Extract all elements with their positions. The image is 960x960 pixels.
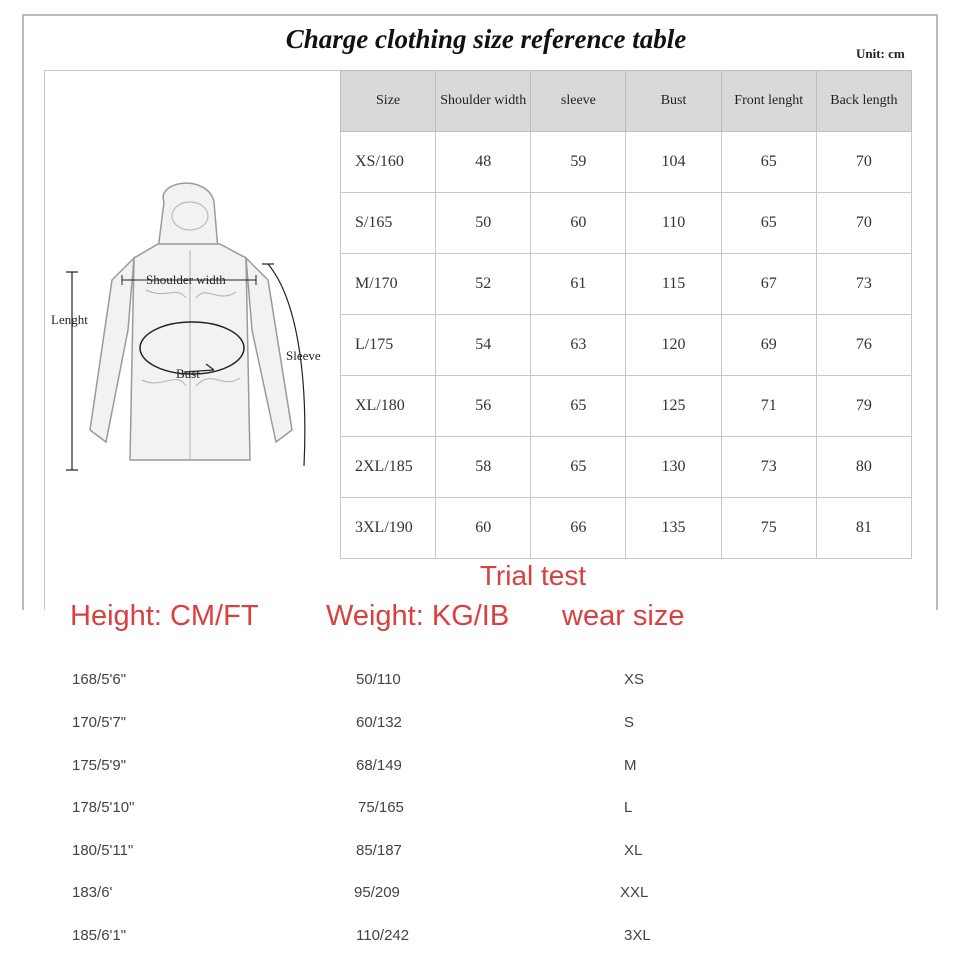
back-length-cell: 81 [816, 498, 911, 559]
back-length-cell: 73 [816, 254, 911, 315]
bust-label: Bust [176, 366, 200, 381]
jacket-drawing [46, 180, 340, 480]
trial-header-wear-size: wear size [562, 600, 685, 632]
bust-cell: 110 [626, 193, 721, 254]
table-row [341, 315, 912, 376]
front-length-cell: 73 [721, 437, 816, 498]
trial-test-title: Trial test [479, 560, 587, 591]
back-length-cell: 70 [816, 193, 911, 254]
shoulder-cell: 52 [436, 254, 531, 315]
col-header-bust: Bust [626, 71, 721, 132]
size-table-header [341, 71, 912, 132]
front-length-cell: 75 [721, 498, 816, 559]
size-cell: XL/180 [341, 376, 436, 437]
table-row [341, 132, 912, 193]
shoulder-cell: 54 [436, 315, 531, 376]
trial-size: XXL [620, 884, 649, 901]
jacket-illustration [46, 180, 340, 480]
front-length-cell: 65 [721, 193, 816, 254]
bust-cell: 104 [626, 132, 721, 193]
trial-height: 170/5'7" [72, 714, 127, 731]
bust-cell: 130 [626, 437, 721, 498]
col-header-shoulder-width: Shoulder width [436, 71, 531, 132]
shoulder-cell: 48 [436, 132, 531, 193]
sleeve-cell: 63 [531, 315, 626, 376]
trial-weight: 110/242 [356, 927, 410, 944]
front-length-cell: 67 [721, 254, 816, 315]
trial-weight: 75/165 [358, 799, 404, 816]
shoulder-cell: 60 [436, 498, 531, 559]
trial-height: 185/6'1" [72, 927, 127, 944]
col-header-size: Size [341, 71, 436, 132]
back-length-cell: 79 [816, 376, 911, 437]
size-table [340, 70, 912, 559]
back-length-cell: 76 [816, 315, 911, 376]
bust-cell: 125 [626, 376, 721, 437]
trial-weight: 60/132 [356, 714, 402, 731]
col-header-back-length: Back length [816, 71, 911, 132]
col-header-front-length: Front lenght [721, 71, 816, 132]
trial-weight: 85/187 [356, 842, 402, 859]
shoulder-cell: 56 [436, 376, 531, 437]
trial-size: XL [624, 842, 643, 859]
trial-height: 168/5'6" [72, 671, 127, 688]
table-row [341, 498, 912, 559]
bust-cell: 120 [626, 315, 721, 376]
page-title: Charge clothing size reference table [285, 24, 687, 54]
bust-cell: 135 [626, 498, 721, 559]
sleeve-label: Sleeve [286, 348, 321, 363]
trial-size: M [624, 757, 637, 774]
front-length-cell: 65 [721, 132, 816, 193]
length-label: Lenght [51, 312, 88, 327]
shoulder-width-label: Shoulder width [146, 272, 226, 287]
trial-height: 178/5'10" [72, 799, 135, 816]
size-cell: XS/160 [341, 132, 436, 193]
trial-weight: 95/209 [354, 884, 400, 901]
sleeve-cell: 65 [531, 376, 626, 437]
trial-size: 3XL [624, 927, 651, 944]
size-cell: M/170 [341, 254, 436, 315]
col-header-sleeve: sleeve [531, 71, 626, 132]
shoulder-cell: 58 [436, 437, 531, 498]
table-row [341, 376, 912, 437]
trial-header-height: Height: CM/FT [70, 600, 259, 632]
size-cell: 3XL/190 [341, 498, 436, 559]
trial-size: L [624, 799, 633, 816]
size-cell: L/175 [341, 315, 436, 376]
bust-cell: 115 [626, 254, 721, 315]
trial-size: S [624, 714, 635, 731]
sleeve-cell: 60 [531, 193, 626, 254]
trial-height: 183/6' [72, 884, 113, 901]
sleeve-cell: 61 [531, 254, 626, 315]
trial-height: 180/5'11" [72, 842, 134, 859]
sleeve-cell: 65 [531, 437, 626, 498]
table-row [341, 254, 912, 315]
trial-weight: 50/110 [356, 671, 401, 688]
back-length-cell: 70 [816, 132, 911, 193]
table-row [341, 193, 912, 254]
size-cell: 2XL/185 [341, 437, 436, 498]
shoulder-cell: 50 [436, 193, 531, 254]
sleeve-cell: 66 [531, 498, 626, 559]
table-row [341, 437, 912, 498]
unit-label: Unit: cm [856, 46, 905, 61]
front-length-cell: 69 [721, 315, 816, 376]
sleeve-cell: 59 [531, 132, 626, 193]
size-cell: S/165 [341, 193, 436, 254]
trial-size: XS [624, 671, 645, 688]
front-length-cell: 71 [721, 376, 816, 437]
trial-header-weight: Weight: KG/IB [326, 600, 510, 632]
back-length-cell: 80 [816, 437, 911, 498]
trial-height: 175/5'9" [72, 757, 127, 774]
trial-weight: 68/149 [356, 757, 402, 774]
